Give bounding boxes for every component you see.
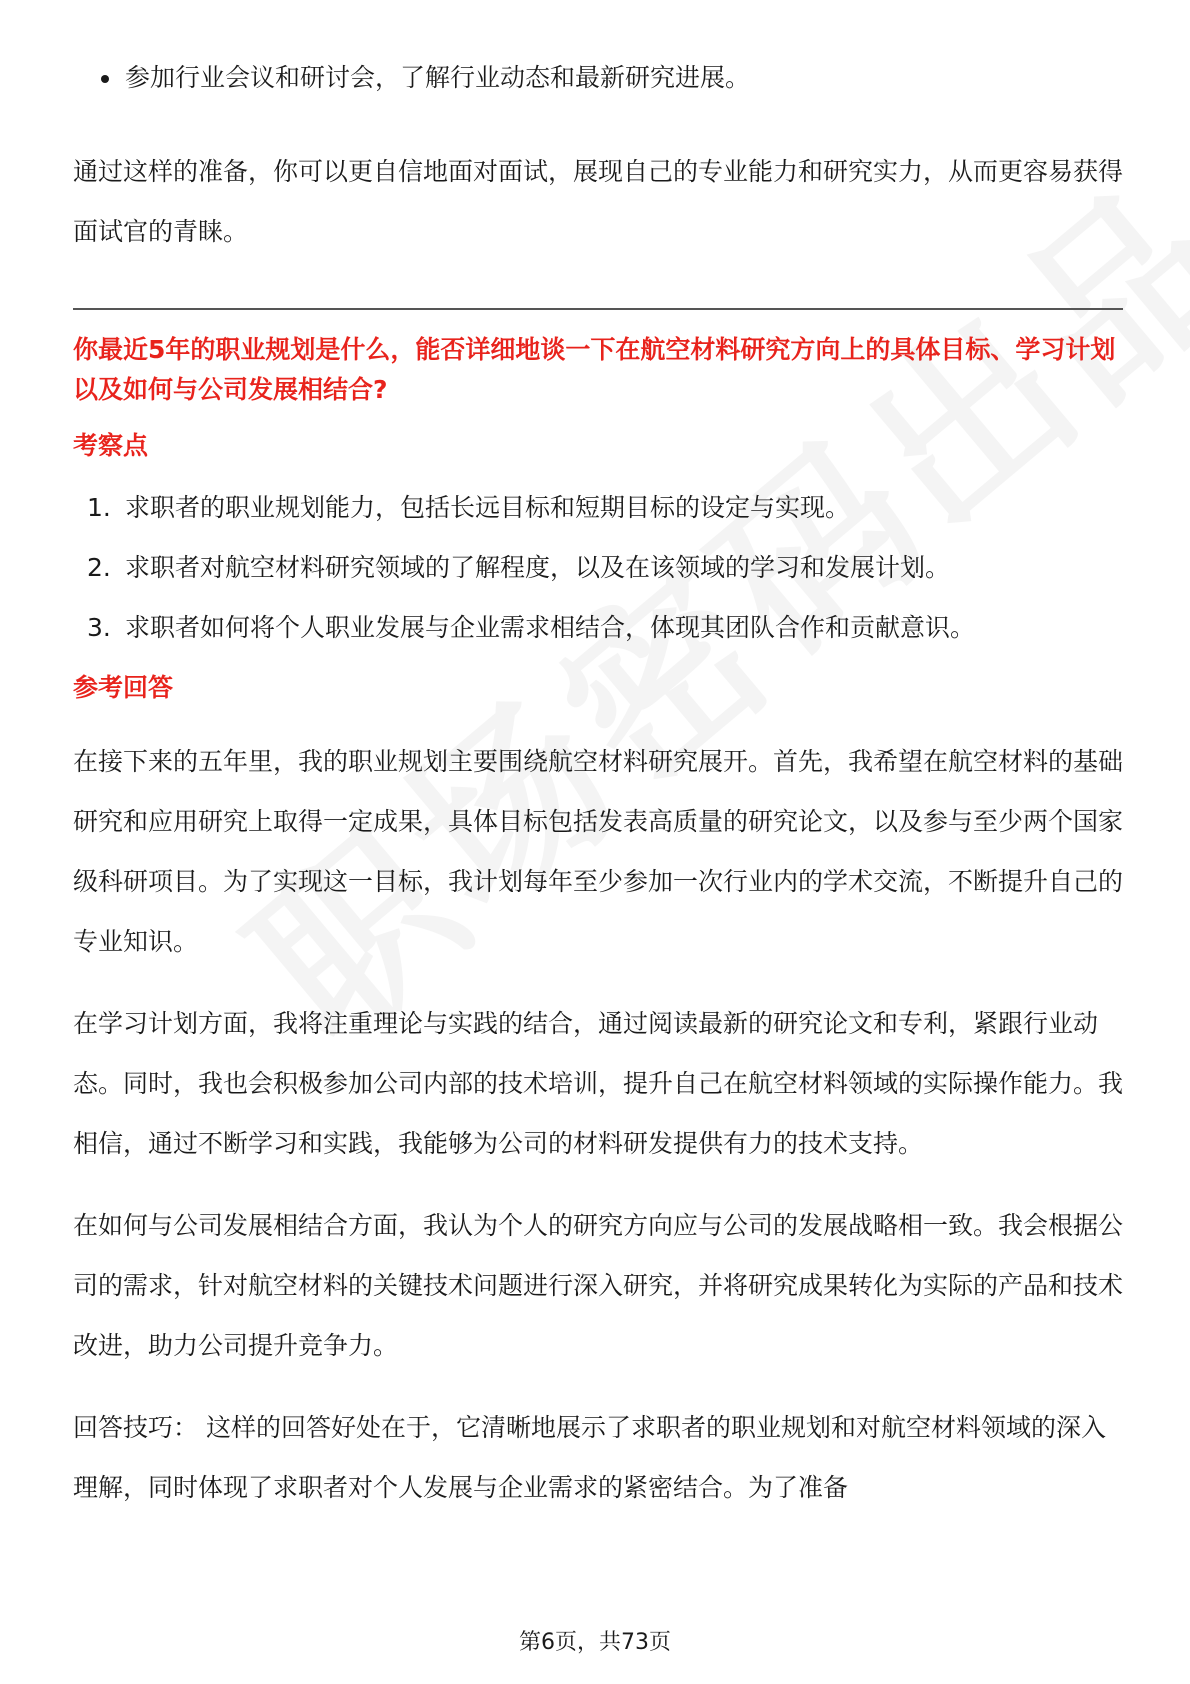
bullet-item — [73, 58, 1123, 98]
list-item — [73, 608, 1123, 648]
list-text: 求职者对航空材料研究领域的了解程度，以及在该领域的学习和发展计划。 — [125, 553, 951, 582]
list-text: 求职者如何将个人职业发展与企业需求相结合，体现其团队合作和贡献意识。 — [125, 613, 976, 642]
answer-paragraph: 在如何与公司发展相结合方面，我认为个人的研究方向应与公司的发展战略相一致。我会根据公司的需求，针对航空材料的关键技术问题进行深入研究，并将研究成果转化为实际的产品和技术改进，助力公司提升竞争力。 — [73, 1211, 1124, 1360]
page-footer: 第6页，共73页 — [519, 1630, 671, 1655]
bullet-text: 参加行业会议和研讨会，了解行业动态和最新研究进展。 — [125, 63, 751, 92]
focus-title: 考察点 — [73, 431, 149, 460]
list-number: 1. — [87, 493, 111, 522]
list-text: 求职者的职业规划能力，包括长远目标和短期目标的设定与实现。 — [125, 493, 851, 522]
bullet-dot-icon — [101, 75, 109, 83]
list-item — [73, 548, 1123, 588]
page-content — [73, 58, 1123, 1518]
list-item — [73, 488, 1123, 528]
section-divider — [73, 308, 1123, 310]
answer-title: 参考回答 — [73, 673, 174, 702]
answer-paragraph: 在学习计划方面，我将注重理论与实践的结合，通过阅读最新的研究论文和专利，紧跟行业动态。同时，我也会积极参加公司内部的技术培训，提升自己在航空材料领域的实际操作能力。我相信，通过不断学习和实践，我能够为公司的材料研发提供有力的技术支持。 — [73, 1009, 1124, 1158]
answer-paragraph: 在接下来的五年里，我的职业规划主要围绕航空材料研究展开。首先，我希望在航空材料的基础研究和应用研究上取得一定成果，具体目标包括发表高质量的研究论文，以及参与至少两个国家级科研项目。为了实现这一目标，我计划每年至少参加一次行业内的学术交流，不断提升自己的专业知识。 — [73, 747, 1124, 956]
interview-question: 你最近5年的职业规划是什么，能否详细地谈一下在航空材料研究方向上的具体目标、学习计划以及如何与公司发展相结合? — [73, 335, 1116, 404]
closing-paragraph: 通过这样的准备，你可以更自信地面对面试，展现自己的专业能力和研究实力，从而更容易获得面试官的青睐。 — [73, 157, 1124, 246]
list-number: 3. — [87, 613, 111, 642]
focus-list — [73, 488, 1123, 648]
answer-tips-paragraph: 回答技巧： 这样的回答好处在于，它清晰地展示了求职者的职业规划和对航空材料领域的深入理解，同时体现了求职者对个人发展与企业需求的紧密结合。为了准备 — [73, 1413, 1106, 1502]
list-number: 2. — [87, 553, 111, 582]
